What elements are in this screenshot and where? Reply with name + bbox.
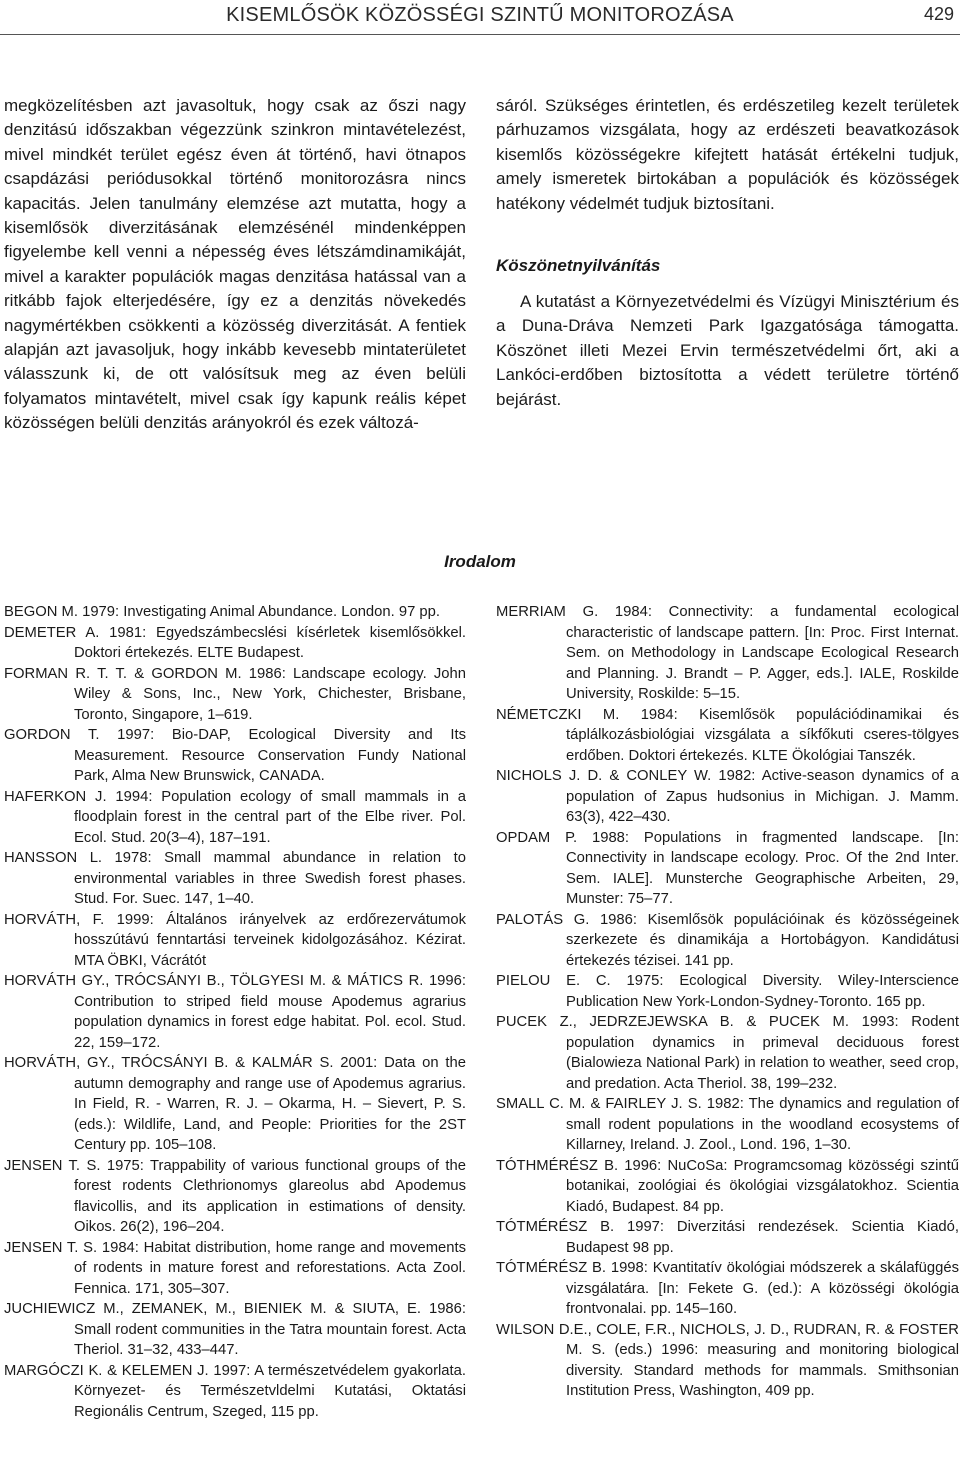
references-column-left <box>4 602 466 1422</box>
reference-entry: TÓTMÉRÉSZ B. 1998: Kvantitatív ökológiai módszerek a skálafüggés vizsgálatára. [In: Fekete G. (ed.): A közösségi ökológia frontvonalai. pp. 145–160. <box>496 1260 959 1317</box>
reference-entry: HORVÁTH, F. 1999: Általános irányelvek az erdőrezervátumok hosszútávú fenntartási terveinek kidolgozásához. Kézirat. MTA ÖBKI, Vácrátót <box>4 911 466 969</box>
running-header <box>0 0 960 34</box>
reference-entry: JENSEN T. S. 1975: Trappability of various functional groups of the forest rodents Clethrionomys glareolus abd Apodemus flavicollis, and its application in estimations of density. Oikos. 26(2), 196–204. <box>4 1157 466 1235</box>
body-column-left <box>4 94 466 436</box>
references-heading: Irodalom <box>444 552 516 571</box>
body-column-right <box>496 94 959 412</box>
reference-entry: OPDAM P. 1988: Populations in fragmented landscape. [In: Connectivity in landscape ecology. Proc. Of the 2nd Inter. Sem. IALE]. Munsterche Geographische Arbeiten, 29, Munster: 75–77. <box>496 829 959 907</box>
header-divider <box>0 34 960 35</box>
acknowledgements-heading: Köszönetnyilvánítás <box>496 256 661 276</box>
reference-entry: JUCHIEWICZ M., ZEMANEK, M., BIENIEK M. & SIUTA, E. 1986: Small rodent communities in the Tatra mountain forest. Acta Theriol. 31–32, 433–447. <box>4 1301 466 1358</box>
reference-entry: FORMAN R. T. T. & GORDON M. 1986: Landscape ecology. John Wiley & Sons, Inc., New York, Chichester, Brisbane, Toronto, Singapore, 1–619. <box>4 665 466 723</box>
page-number: 429 <box>923 4 954 24</box>
reference-entry: BEGON M. 1979: Investigating Animal Abundance. London. 97 pp. <box>4 604 440 620</box>
reference-entry: PUCEK Z., JEDRZEJEWSKA B. & PUCEK M. 1993: Rodent population dynamics in primeval deciduous forest (Bialowieza National Park) in relation to weather, seed crop, and predation. Acta Theriol. 38, 199–232. <box>496 1014 959 1092</box>
reference-entry: SMALL C. M. & FAIRLEY J. S. 1982: The dynamics and regulation of small rodent populations in the woodland ecosystems of Killarney, Ireland. J. Zool., Lond. 196, 1–30. <box>496 1096 959 1153</box>
reference-entry: NICHOLS J. D. & CONLEY W. 1982: Active-season dynamics of a population of Zapus hudsonius in Michigan. J. Mamm. 63(3), 422–430. <box>496 768 959 825</box>
reference-entry: HORVÁTH GY., TRÓCSÁNYI B., TÖLGYESI M. & MÁTICS R. 1996: Contribution to striped field mouse Apodemus agrarius population dynamics in forest edge habitat. Pol. ecol. Stud. 22, 159–172. <box>4 973 466 1051</box>
reference-entry: DEMETER A. 1981: Egyedszámbecslési kísérletek kisemlősökkel. Doktori értekezés. ELTE Budapest. <box>4 624 466 661</box>
running-title: KISEMLŐSÖK KÖZÖSSÉGI SZINTŰ MONITOROZÁSA <box>226 4 734 26</box>
reference-entry: GORDON T. 1997: Bio-DAP, Ecological Diversity and Its Measurement. Resource Conservation Fundy National Park, Alma New Brunswick, CANADA. <box>4 727 466 784</box>
acknowledgements-text: A kutatást a Környezetvédelmi és Vízügyi Minisztérium és a Duna-Dráva Nemzeti Park Igazgatósága támogatta. Köszönet illeti Mezei Ervin természetvédelmi őrt, aki a Lankóci-erdőben biztosította a védett területre történő bejárást. <box>496 292 959 409</box>
reference-entry: HORVÁTH, GY., TRÓCSÁNYI B. & KALMÁR S. 2001: Data on the autumn demography and range use of Apodemus agrarius. In Field, R. - Warren, R. J. – Okarma, H. – Sievert, P. S. (eds.): Wildlife, Land, and People: Priorities for the 2ST Century pp. 105–108. <box>4 1055 466 1153</box>
reference-entry: NÉMETCZKI M. 1984: Kisemlősök populációdinamikai és táplálkozásbiológiai vizsgálata a síkfőkuti cseres-tölgyes erdőben. Doktori értekezés. KLTE Ökológiai Tanszék. <box>496 706 959 764</box>
reference-entry: JENSEN T. S. 1984: Habitat distribution, home range and movements of rodents in mature forest and reforestations. Acta Zool. Fennica. 171, 305–307. <box>4 1239 466 1297</box>
reference-entry: PIELOU E. C. 1975: Ecological Diversity. Wiley-Interscience Publication New York-London-Sydney-Toronto. 165 pp. <box>496 973 959 1010</box>
reference-entry: WILSON D.E., COLE, F.R., NICHOLS, J. D., RUDRAN, R. & FOSTER M. S. (eds.) 1996: measuring and monitoring biological diversity. Standard methods for mammals. Smithsonian Institution Press, Washington, 409 pp. <box>496 1321 959 1399</box>
reference-entry: TÓTHMÉRÉSZ B. 1996: NuCoSa: Programcsomag közösségi szintű botanikai, zoológiai és ökológiai vizsgálatokhoz. Scientia Kiadó, Budapest. 84 pp. <box>496 1157 959 1215</box>
reference-entry: PALOTÁS G. 1986: Kisemlősök populációinak és közösségeinek szerkezete és dinamikája a Hortobágyon. Kandidátusi értekezés tézisei. 141 pp. <box>496 911 959 969</box>
reference-entry: MARGÓCZI K. & KELEMEN J. 1997: A természetvédelem gyakorlata. Környezet- és Természetvldelmi Kutatási, Oktatási Regionális Centrum, Szeged, 115 pp. <box>4 1362 466 1420</box>
body-paragraph-continued: sáról. Szükséges érintetlen, és erdészetileg kezelt területek párhuzamos vizsgálata, hogy az erdészeti beavatkozások kisemlős közösségekre kifejtett hatását értékelni tudjuk, amely ismeretek birtokában a populációk és közösségek hatékony védelmét tudjuk biztosítani. <box>496 96 959 213</box>
reference-entry: HAFERKON J. 1994: Population ecology of small mammals in a floodplain forest in the central part of the Elbe river. Pol. Ecol. Stud. 20(3–4), 187–191. <box>4 788 466 846</box>
body-paragraph: megközelítésben azt javasoltuk, hogy csak az őszi nagy denzitású időszakban végezzünk szinkron mintavételezést, mivel mindkét terület egész éven át történő, havi ötnapos csapdázási periódusokkal történő monitorozásra nincs kapacitás. Jelen tanulmány elemzése azt mutatta, hogy a kisemlősök diverzitásának elemzésénél mindenképpen figyelembe kell venni a népesség éves létszámdinamikáját, mivel a karakter populációk magas denzitása hatással van a ritkább fajok elterjedésére, így ez a denzitás növekedés nagymértékben csökkenti a közösség diverzitását. A fentiek alapján azt javasoljuk, hogy inkább kevesebb mintaterületet válasszunk ki, de ott valósítsuk meg az éven belüli folyamatos mintavételt, mivel csak így kapunk reális képet közösségen belüli denzitás arányokról és ezek változá- <box>4 96 466 433</box>
reference-entry: MERRIAM G. 1984: Connectivity: a fundamental ecological characteristic of landscape pattern. [In: Proc. First Internat. Sem. on Methodology in Landscape Ecological Research and Planning. J. Brandt – P. Agger, eds.]. IALE, Roskilde University, Roskilde: 5–15. <box>496 604 959 702</box>
reference-entry: TÓTMÉRÉSZ B. 1997: Diverzitási rendezések. Scientia Kiadó, Budapest 98 pp. <box>496 1219 959 1256</box>
reference-entry: HANSSON L. 1978: Small mammal abundance in relation to environmental variables in three Swedish forest phases. Stud. For. Suec. 147, 1–40. <box>4 850 466 907</box>
references-column-right <box>496 602 959 1402</box>
